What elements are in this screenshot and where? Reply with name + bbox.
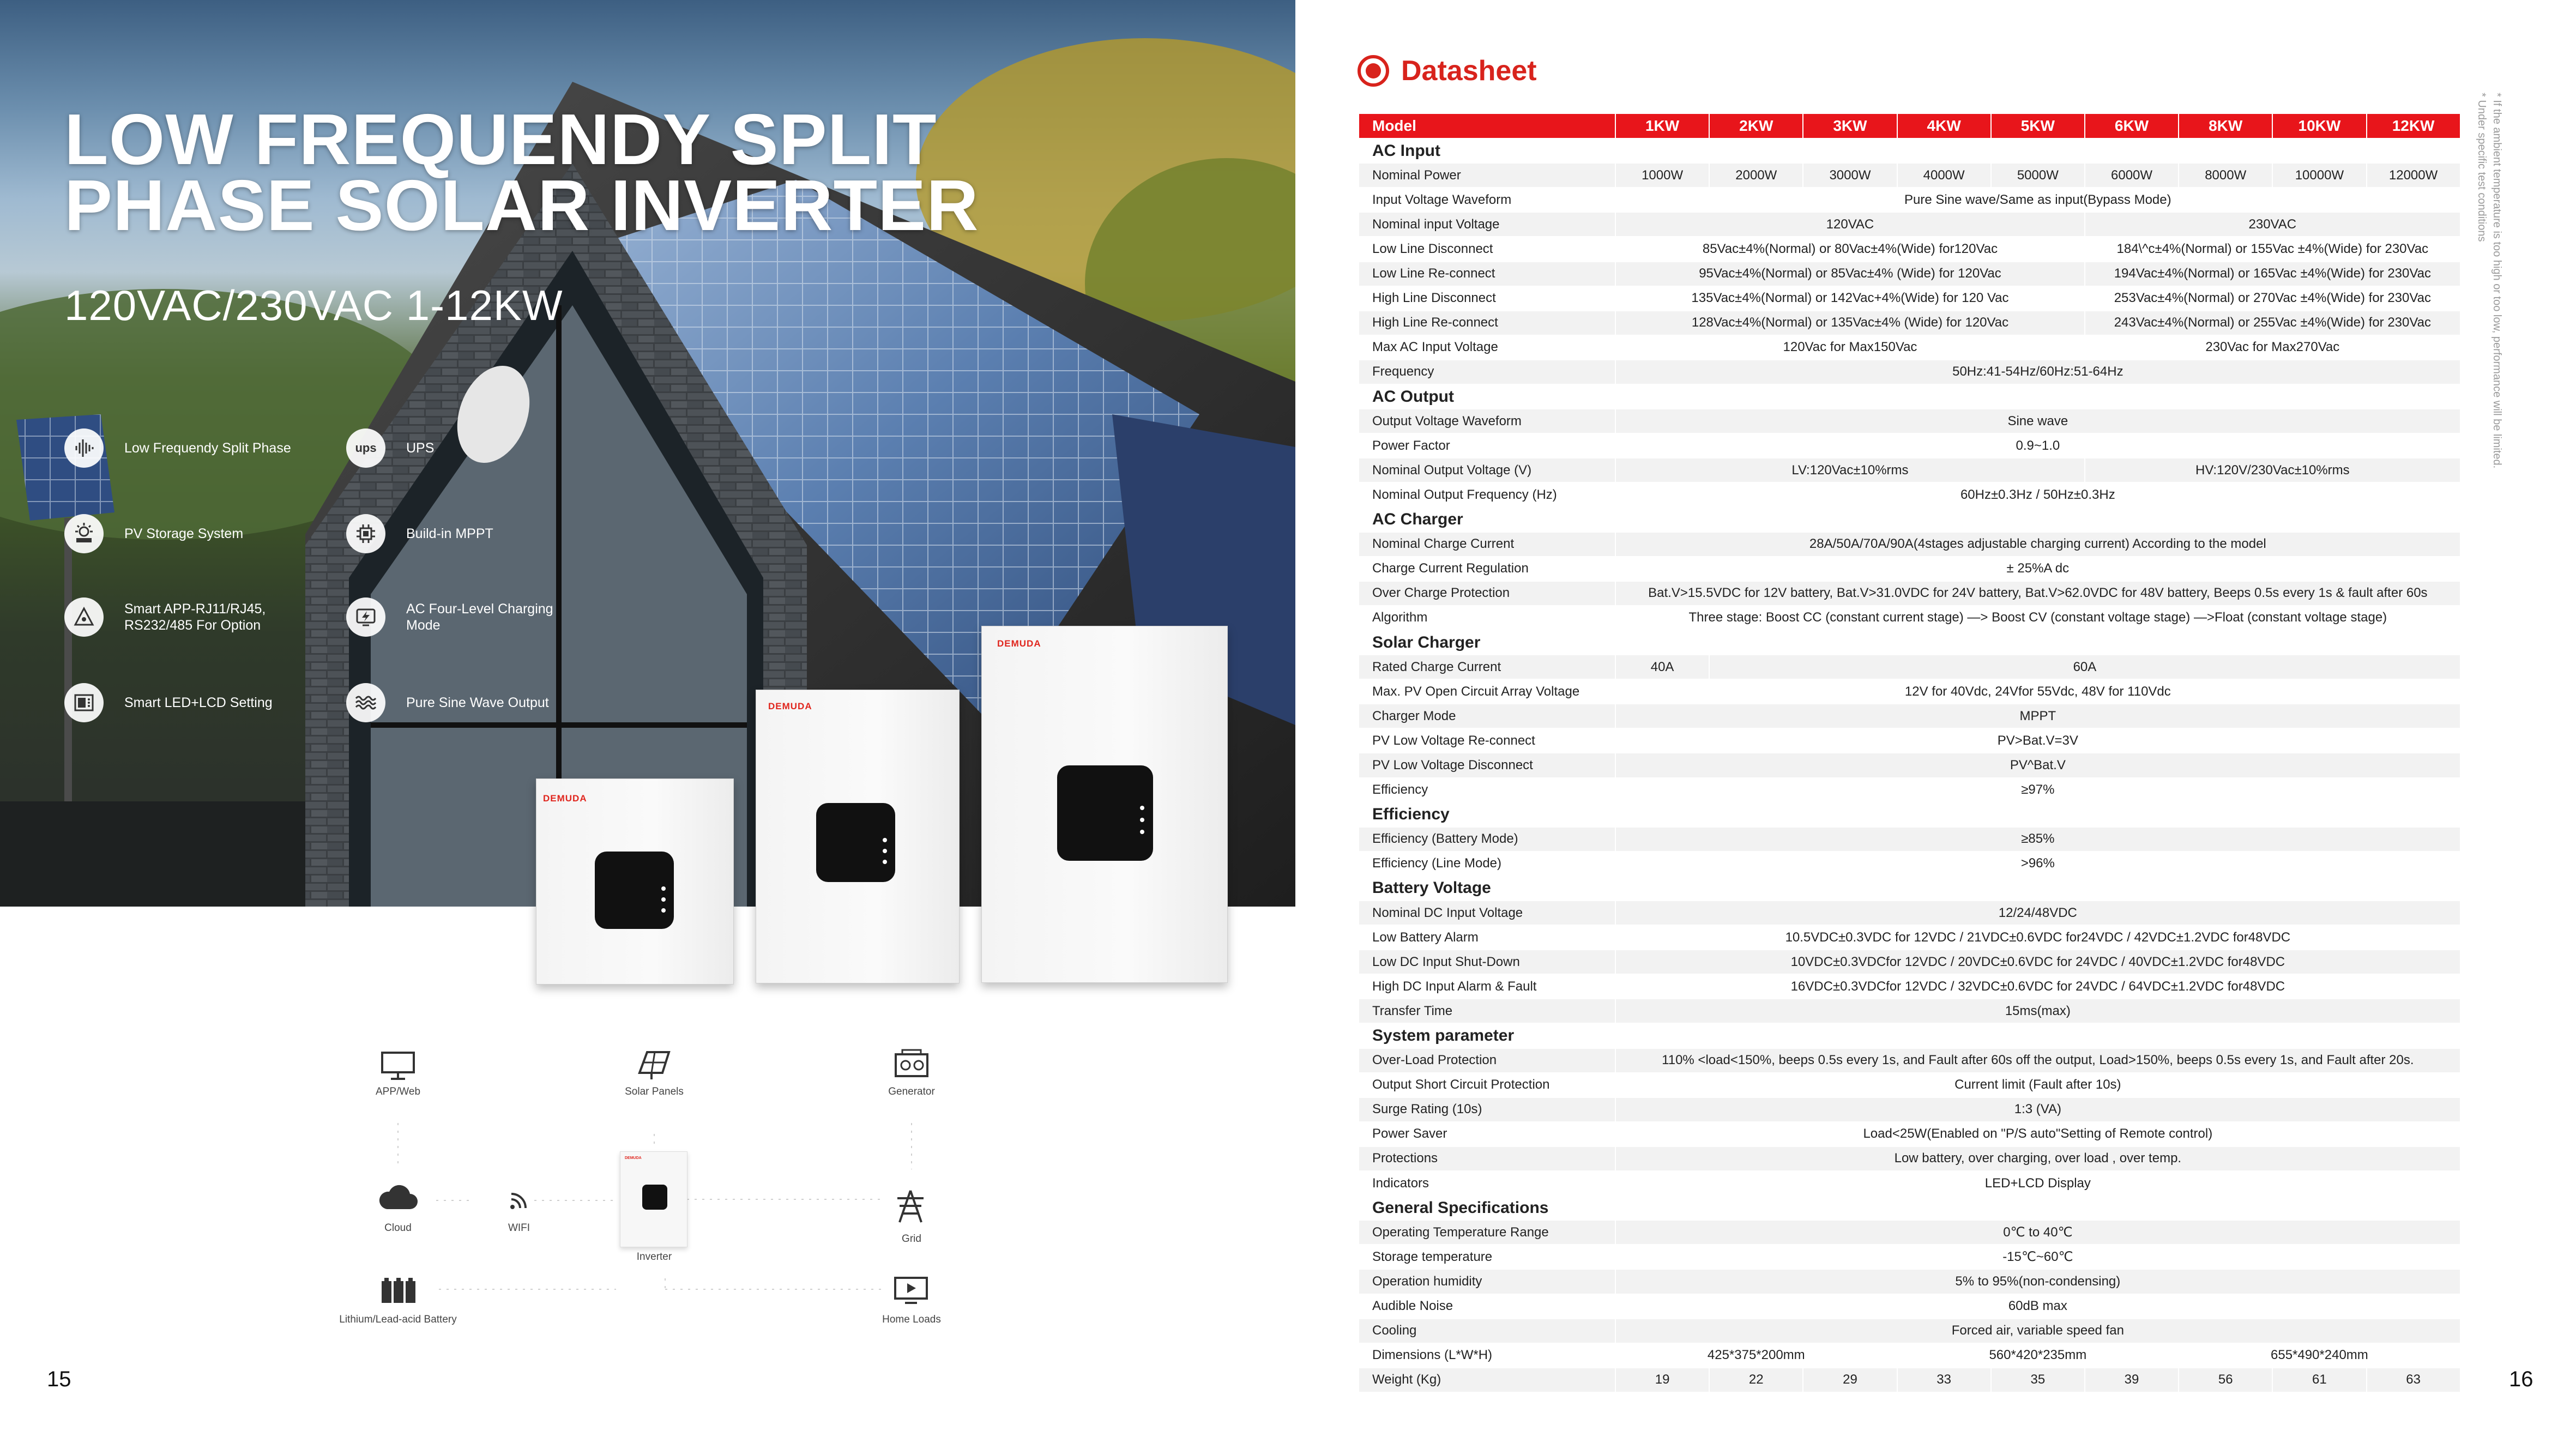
section-header-row	[1359, 630, 2460, 655]
header-model-2kw: 2KW	[1709, 114, 1803, 138]
table-row	[1359, 262, 2460, 286]
spec-label: Low Line Re-connect	[1359, 262, 1615, 286]
spec-value: 60dB max	[1615, 1294, 2460, 1319]
spec-value: 120Vac for Max150Vac	[1615, 335, 2085, 360]
spec-value: 28A/50A/70A/90A(4stages adjustable charging current) According to the model	[1615, 532, 2460, 557]
spec-value: 0.9~1.0	[1615, 433, 2460, 458]
table-row	[1359, 433, 2460, 458]
datasheet-heading	[1358, 55, 1537, 87]
battery-icon	[379, 1275, 418, 1308]
solar-panel-icon	[635, 1046, 673, 1084]
spec-label: Nominal input Voltage	[1359, 212, 1615, 237]
spec-label: Rated Charge Current	[1359, 655, 1615, 679]
spec-value: 10.5VDC±0.3VDC for 12VDC / 21VDC±0.6VDC for24VDC / 42VDC±1.2VDC for48VDC	[1615, 925, 2460, 950]
table-row	[1359, 1368, 2460, 1392]
spec-label: Low DC Input Shut-Down	[1359, 950, 1615, 974]
table-row	[1359, 901, 2460, 925]
chip-icon	[346, 514, 385, 553]
spec-value: Load<25W(Enabled on "P/S auto"Setting of Remote control)	[1615, 1122, 2460, 1146]
side-note-2: * Under specific test conditions	[2476, 93, 2488, 242]
spec-value: 10000W	[2272, 163, 2366, 188]
header-model: Model	[1359, 114, 1615, 138]
spec-value: 12V for 40Vdc, 24Vfor 55Vdc, 48V for 110Vdc	[1615, 679, 2460, 704]
spec-value: 35	[1991, 1368, 2085, 1392]
grid-tower-icon	[894, 1188, 927, 1227]
table-row	[1359, 1122, 2460, 1146]
table-row	[1359, 999, 2460, 1023]
spec-value: 253Vac±4%(Normal) or 270Vac ±4%(Wide) for 230Vac	[2085, 286, 2460, 311]
table-row	[1359, 458, 2460, 482]
spec-value: 243Vac±4%(Normal) or 255Vac ±4%(Wide) for 230Vac	[2085, 311, 2460, 335]
section-title: AC Input	[1359, 138, 2460, 163]
spec-value: PV>Bat.V=3V	[1615, 728, 2460, 753]
section-title: General Specifications	[1359, 1196, 2460, 1220]
diagram-label-battery: Lithium/Lead-acid Battery	[339, 1314, 457, 1325]
header-model-3kw: 3KW	[1803, 114, 1897, 138]
spec-label: Indicators	[1359, 1171, 1615, 1196]
record-dot-icon	[1358, 55, 1389, 87]
spec-value: LED+LCD Display	[1615, 1171, 2460, 1196]
header-model-12kw: 12KW	[2367, 114, 2460, 138]
inverter-display	[595, 852, 674, 929]
spec-value: 655*490*240mm	[2179, 1343, 2460, 1368]
section-title: AC Charger	[1359, 508, 2460, 532]
spec-value: MPPT	[1615, 704, 2460, 728]
table-row	[1359, 1269, 2460, 1294]
table-row	[1359, 827, 2460, 852]
feature-label: Low Frequendy Split Phase	[124, 440, 291, 456]
inverter-small	[536, 778, 734, 985]
table-row	[1359, 679, 2460, 704]
feature-label: UPS	[406, 440, 435, 456]
table-row	[1359, 1343, 2460, 1368]
feature-led-lcd	[64, 683, 348, 722]
spec-value: 1:3 (VA)	[1615, 1097, 2460, 1122]
section-header-row	[1359, 138, 2460, 163]
feature-label: Smart APP-RJ11/RJ45, RS232/485 For Option	[124, 601, 266, 633]
section-header-row	[1359, 508, 2460, 532]
inverter-medium	[756, 690, 960, 983]
brand-logo: DEMUDA	[768, 701, 812, 711]
section-header-row	[1359, 1023, 2460, 1048]
side-notes	[2472, 93, 2505, 562]
section-header-row	[1359, 802, 2460, 827]
inverter-large	[981, 626, 1228, 983]
spec-value: 56	[2179, 1368, 2272, 1392]
section-title: Battery Voltage	[1359, 876, 2460, 901]
diagram-label-wifi: WIFI	[508, 1222, 530, 1234]
spec-label: Max. PV Open Circuit Array Voltage	[1359, 679, 1615, 704]
spec-value: 10VDC±0.3VDCfor 12VDC / 20VDC±0.6VDC for 24VDC / 40VDC±1.2VDC for48VDC	[1615, 950, 2460, 974]
spec-label: Nominal Output Frequency (Hz)	[1359, 482, 1615, 507]
app-icon	[64, 597, 104, 637]
spec-label: Efficiency (Line Mode)	[1359, 852, 1615, 876]
table-row	[1359, 212, 2460, 237]
spec-value: 2000W	[1709, 163, 1803, 188]
inverter-icon	[620, 1151, 687, 1247]
spec-value: 22	[1709, 1368, 1803, 1392]
spec-label: Nominal Charge Current	[1359, 532, 1615, 557]
title-line-2: PHASE SOLAR INVERTER	[64, 165, 979, 246]
diagram-label-app: APP/Web	[375, 1086, 421, 1097]
table-row	[1359, 1245, 2460, 1269]
spec-value: HV:120V/230Vac±10%rms	[2085, 458, 2460, 482]
feature-label: AC Four-Level Charging Mode	[406, 601, 553, 633]
spec-value: 135Vac±4%(Normal) or 142Vac+4%(Wide) for 120 Vac	[1615, 286, 2085, 311]
monitor-icon	[379, 1049, 417, 1085]
header-model-5kw: 5KW	[1991, 114, 2085, 138]
spec-value: 110% <load<150%, beeps 0.5s every 1s, and Fault after 60s off the output, Load>150%, beeps 0.5s every 1s, and Fault after 20s.	[1615, 1048, 2460, 1073]
spec-label: High Line Re-connect	[1359, 311, 1615, 335]
spec-value: 39	[2085, 1368, 2179, 1392]
spec-label: Output Short Circuit Protection	[1359, 1073, 1615, 1097]
spec-value: 230Vac for Max270Vac	[2085, 335, 2460, 360]
spec-value: ≥97%	[1615, 778, 2460, 802]
feature-label: PV Storage System	[124, 526, 244, 541]
diagram-label-grid: Grid	[902, 1233, 921, 1245]
spec-label: Low Battery Alarm	[1359, 925, 1615, 950]
table-row	[1359, 1171, 2460, 1196]
spec-value: >96%	[1615, 852, 2460, 876]
spec-label: Audible Noise	[1359, 1294, 1615, 1319]
table-row	[1359, 163, 2460, 188]
spec-label: Nominal Output Voltage (V)	[1359, 458, 1615, 482]
header-model-6kw: 6KW	[2085, 114, 2179, 138]
main-title	[64, 99, 991, 246]
spec-value: Bat.V>15.5VDC for 12V battery, Bat.V>31.0VDC for 24V battery, Bat.V>62.0VDC for 48V battery, Beeps 0.5s every 1s & fault after 60s	[1615, 581, 2460, 606]
table-row	[1359, 286, 2460, 311]
spec-label: PV Low Voltage Disconnect	[1359, 753, 1615, 777]
table-row	[1359, 581, 2460, 606]
spec-label: Max AC Input Voltage	[1359, 335, 1615, 360]
diagram-label-generator: Generator	[888, 1086, 935, 1097]
spec-label: Over-Load Protection	[1359, 1048, 1615, 1073]
diagram-label-loads: Home Loads	[882, 1314, 941, 1325]
spec-label: Efficiency	[1359, 778, 1615, 802]
inverter-display	[1057, 765, 1153, 861]
charge-icon	[346, 597, 385, 637]
spec-value: 19	[1615, 1368, 1709, 1392]
inverter-brand-mini: DEMUDA	[625, 1156, 642, 1160]
spec-value: 16VDC±0.3VDCfor 12VDC / 32VDC±0.6VDC for 24VDC / 64VDC±1.2VDC for48VDC	[1615, 974, 2460, 999]
page-number-left: 15	[47, 1367, 71, 1391]
sun-storage-icon	[64, 514, 104, 553]
table-row	[1359, 482, 2460, 507]
waveform-icon	[64, 428, 104, 468]
spec-value: Low battery, over charging, over load , over temp.	[1615, 1146, 2460, 1171]
spec-value: 5000W	[1991, 163, 2085, 188]
table-row	[1359, 1294, 2460, 1319]
sine-wave-icon	[346, 683, 385, 722]
table-row	[1359, 335, 2460, 360]
spec-value: 29	[1803, 1368, 1897, 1392]
section-header-row	[1359, 1196, 2460, 1220]
table-row	[1359, 704, 2460, 728]
spec-value: 4000W	[1897, 163, 1991, 188]
title-line-1: LOW FREQUENDY SPLIT	[64, 99, 937, 179]
spec-value: 33	[1897, 1368, 1991, 1392]
spec-label: Protections	[1359, 1146, 1615, 1171]
spec-value: 3000W	[1803, 163, 1897, 188]
table-row	[1359, 311, 2460, 335]
spec-value: 1000W	[1615, 163, 1709, 188]
table-row	[1359, 728, 2460, 753]
table-row	[1359, 557, 2460, 581]
feature-mppt	[346, 514, 575, 553]
spec-label: Nominal Power	[1359, 163, 1615, 188]
spec-label: Transfer Time	[1359, 999, 1615, 1023]
inverter-display	[816, 803, 895, 882]
spec-label: Operating Temperature Range	[1359, 1220, 1615, 1245]
section-title: AC Output	[1359, 384, 2460, 409]
table-row	[1359, 1220, 2460, 1245]
wifi-icon	[507, 1188, 531, 1215]
spec-value: 63	[2367, 1368, 2460, 1392]
spec-value: 194Vac±4%(Normal) or 165Vac ±4%(Wide) for 230Vac	[2085, 262, 2460, 286]
section-title: Solar Charger	[1359, 630, 2460, 655]
spec-value: 0℃ to 40℃	[1615, 1220, 2460, 1245]
table-row	[1359, 1097, 2460, 1122]
datasheet-body	[1359, 138, 2460, 1392]
table-row	[1359, 360, 2460, 384]
table-row	[1359, 778, 2460, 802]
ups-badge: ups	[355, 440, 377, 455]
side-note-1: * If the ambient temperature is too high or too low, performance will be limited.	[2491, 93, 2503, 469]
header-model-8kw: 8KW	[2179, 114, 2272, 138]
section-title: Efficiency	[1359, 802, 2460, 827]
spec-label: Operation humidity	[1359, 1269, 1615, 1294]
ups-icon	[346, 428, 385, 468]
table-row	[1359, 188, 2460, 212]
spec-label: Surge Rating (10s)	[1359, 1097, 1615, 1122]
spec-value: 120VAC	[1615, 212, 2085, 237]
section-header-row	[1359, 876, 2460, 901]
feature-pv-storage	[64, 514, 348, 553]
spec-value: ± 25%A dc	[1615, 557, 2460, 581]
spec-value: 50Hz:41-54Hz/60Hz:51-64Hz	[1615, 360, 2460, 384]
spec-value: ≥85%	[1615, 827, 2460, 852]
spec-value: 8000W	[2179, 163, 2272, 188]
brand-logo: DEMUDA	[543, 793, 587, 804]
feature-ups	[346, 428, 564, 468]
spec-label: Charge Current Regulation	[1359, 557, 1615, 581]
spec-value: Three stage: Boost CC (constant current stage) —> Boost CV (constant voltage stage) —>Float (constant voltage stage)	[1615, 606, 2460, 630]
feature-label: Pure Sine Wave Output	[406, 695, 549, 710]
spec-value: Pure Sine wave/Same as input(Bypass Mode)	[1615, 188, 2460, 212]
feature-label: Smart LED+LCD Setting	[124, 695, 273, 710]
feature-label: Build-in MPPT	[406, 526, 493, 541]
spec-label: Cooling	[1359, 1319, 1615, 1343]
spec-label: Low Line Disconnect	[1359, 237, 1615, 261]
table-row	[1359, 753, 2460, 777]
system-diagram	[327, 1025, 1009, 1363]
table-row	[1359, 532, 2460, 557]
spec-value: 128Vac±4%(Normal) or 135Vac±4% (Wide) for 120Vac	[1615, 311, 2085, 335]
spec-value: 15ms(max)	[1615, 999, 2460, 1023]
spec-label: Power Saver	[1359, 1122, 1615, 1146]
table-row	[1359, 1048, 2460, 1073]
spec-value: Forced air, variable speed fan	[1615, 1319, 2460, 1343]
table-row	[1359, 409, 2460, 433]
table-row	[1359, 655, 2460, 679]
spec-value: LV:120Vac±10%rms	[1615, 458, 2085, 482]
spec-value: PV^Bat.V	[1615, 753, 2460, 777]
feature-ac-charging	[346, 597, 575, 637]
feature-sine-output	[346, 683, 575, 722]
spec-label: High Line Disconnect	[1359, 286, 1615, 311]
spec-label: Power Factor	[1359, 433, 1615, 458]
diagram-label-inverter: Inverter	[636, 1251, 672, 1263]
lcd-icon	[64, 683, 104, 722]
table-row	[1359, 1146, 2460, 1171]
home-loads-icon	[892, 1275, 930, 1308]
spec-value: 184\^c±4%(Normal) or 155Vac ±4%(Wide) for 230Vac	[2085, 237, 2460, 261]
spec-value: 12000W	[2367, 163, 2460, 188]
datasheet-table	[1359, 114, 2461, 1393]
spec-value: 40A	[1615, 655, 1709, 679]
spec-label: Algorithm	[1359, 606, 1615, 630]
subtitle: 120VAC/230VAC 1-12KW	[64, 281, 563, 329]
spec-label: Output Voltage Waveform	[1359, 409, 1615, 433]
spec-value: 60A	[1709, 655, 2460, 679]
page-number-right: 16	[2509, 1367, 2533, 1391]
header-model-10kw: 10KW	[2272, 114, 2366, 138]
table-row	[1359, 237, 2460, 261]
spec-value: Sine wave	[1615, 409, 2460, 433]
spec-label: Weight (Kg)	[1359, 1368, 1615, 1392]
spec-label: Efficiency (Battery Mode)	[1359, 827, 1615, 852]
spec-value: -15℃~60℃	[1615, 1245, 2460, 1269]
spec-value: Current limit (Fault after 10s)	[1615, 1073, 2460, 1097]
cloud-icon	[377, 1183, 419, 1215]
spec-value: 5% to 95%(non-condensing)	[1615, 1269, 2460, 1294]
table-row	[1359, 925, 2460, 950]
table-row	[1359, 606, 2460, 630]
feature-split-phase	[64, 428, 348, 468]
spec-value: 60Hz±0.3Hz / 50Hz±0.3Hz	[1615, 482, 2460, 507]
spec-label: Frequency	[1359, 360, 1615, 384]
spec-value: 230VAC	[2085, 212, 2460, 237]
spec-label: Input Voltage Waveform	[1359, 188, 1615, 212]
spec-label: PV Low Voltage Re-connect	[1359, 728, 1615, 753]
table-row	[1359, 1319, 2460, 1343]
spec-value: 95Vac±4%(Normal) or 85Vac±4% (Wide) for 120Vac	[1615, 262, 2085, 286]
diagram-label-cloud: Cloud	[384, 1222, 412, 1234]
table-row	[1359, 1073, 2460, 1097]
spec-value: 6000W	[2085, 163, 2179, 188]
table-row	[1359, 950, 2460, 974]
spec-value: 560*420*235mm	[1897, 1343, 2179, 1368]
datasheet-title: Datasheet	[1401, 55, 1537, 87]
brand-logo: DEMUDA	[997, 638, 1041, 649]
diagram-label-solar: Solar Panels	[625, 1086, 684, 1097]
spec-label: Charger Mode	[1359, 704, 1615, 728]
generator-icon	[892, 1047, 931, 1083]
spec-value: 61	[2272, 1368, 2366, 1392]
table-row	[1359, 852, 2460, 876]
header-model-1kw: 1KW	[1615, 114, 1709, 138]
spec-label: Nominal DC Input Voltage	[1359, 901, 1615, 925]
spec-label: High DC Input Alarm & Fault	[1359, 974, 1615, 999]
spec-label: Storage temperature	[1359, 1245, 1615, 1269]
spec-label: Dimensions (L*W*H)	[1359, 1343, 1615, 1368]
header-model-4kw: 4KW	[1897, 114, 1991, 138]
section-header-row	[1359, 384, 2460, 409]
table-row	[1359, 974, 2460, 999]
feature-smart-app	[64, 597, 348, 637]
spec-value: 425*375*200mm	[1615, 1343, 1897, 1368]
section-title: System parameter	[1359, 1023, 2460, 1048]
spec-value: 12/24/48VDC	[1615, 901, 2460, 925]
spec-value: 85Vac±4%(Normal) or 80Vac±4%(Wide) for120Vac	[1615, 237, 2085, 261]
table-header-row	[1359, 114, 2460, 138]
spec-label: Over Charge Protection	[1359, 581, 1615, 606]
